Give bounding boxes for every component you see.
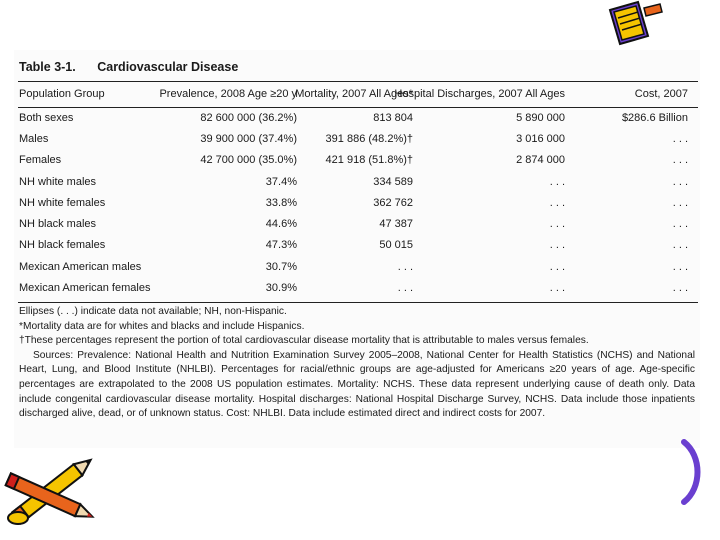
cell-mortality: 421 918 (51.8%)† (325, 154, 413, 166)
cell-prevalence: 82 600 000 (36.2%) (200, 112, 297, 124)
header-rule (18, 107, 698, 108)
cell-cost: $286.6 Billion (621, 112, 688, 124)
cell-discharges: 3 016 000 (516, 133, 565, 145)
cell-cost: . . . (672, 197, 688, 209)
cell-discharges: 5 890 000 (516, 112, 565, 124)
col-header-cost: Cost, 2007 (634, 88, 688, 100)
cell-prevalence: 42 700 000 (35.0%) (200, 154, 297, 166)
cell-discharges: . . . (549, 197, 565, 209)
cell-discharges: 2 874 000 (516, 154, 565, 166)
cell-group: NH white females (19, 197, 106, 209)
cell-discharges: . . . (549, 176, 565, 188)
cell-prevalence: 30.9% (265, 282, 297, 294)
note-mortality: *Mortality data are for whites and blacks and include Hispanics. (19, 320, 305, 332)
table-title: Cardiovascular Disease (97, 60, 239, 74)
cell-mortality: . . . (397, 261, 413, 273)
parenthesis-decoration-icon (676, 438, 706, 506)
table-row (14, 279, 700, 300)
cell-prevalence: 47.3% (265, 239, 297, 251)
cell-mortality: 334 589 (373, 176, 413, 188)
table-row (14, 130, 700, 151)
cell-discharges: . . . (549, 218, 565, 230)
bottom-rule (18, 302, 698, 303)
table-row (14, 258, 700, 279)
cell-group: NH black females (19, 239, 106, 251)
cell-prevalence: 39 900 000 (37.4%) (200, 133, 297, 145)
table-row (14, 236, 700, 257)
table-number: Table 3-1. (19, 60, 76, 74)
cell-cost: . . . (672, 176, 688, 188)
table-row (14, 173, 700, 194)
col-header-population-group: Population Group (19, 88, 105, 100)
cell-group: Both sexes (19, 112, 74, 124)
cell-cost: . . . (672, 218, 688, 230)
top-rule (18, 81, 698, 82)
cell-mortality: 362 762 (373, 197, 413, 209)
cell-group: Females (19, 154, 62, 166)
cell-cost: . . . (672, 154, 688, 166)
cell-cost: . . . (672, 239, 688, 251)
col-header-hospital-discharges: Hospital Discharges, 2007 All Ages (394, 88, 565, 100)
cell-cost: . . . (672, 282, 688, 294)
table-row (14, 109, 700, 130)
cell-mortality: 813 804 (373, 112, 413, 124)
cell-prevalence: 30.7% (265, 261, 297, 273)
cell-group: Mexican American males (19, 261, 142, 273)
table-notes (19, 305, 695, 422)
table-row (14, 151, 700, 172)
table-document (14, 50, 700, 448)
cell-discharges: . . . (549, 282, 565, 294)
cell-mortality: 47 387 (379, 218, 413, 230)
note-sources: Sources: Prevalence: National Health and Nutrition Examination Survey 2005–2008, National Center for Health Statistics (NCHS) and National Heart, Lung, and Blood Institute (NHLBI). Percentages for racial/ethnic groups are age-adjusted for Americans ≥20 years of age. Age-specific percentages are extrapolated to the 2008 US population estimates. Mortality: NCHS. These data represent underlying cause of death only. Data include congenital cardiovascular disease mortality. Hospital discharges: National Hospital Discharge Survey, NCHS. Data include those inpatients discharged alive, dead, or of unknown status. Cost: NHLBI. Data include estimated direct and indirect costs for 2007. (19, 349, 695, 420)
note-dagger: †These percentages represent the portion of total cardiovascular disease mortality that is attributable to males versus females. (19, 335, 589, 347)
cell-mortality: . . . (397, 282, 413, 294)
cell-group: Males (19, 133, 49, 145)
table-row (14, 194, 700, 215)
col-header-mortality: Mortality, 2007 All Ages* (295, 88, 413, 100)
cell-prevalence: 37.4% (265, 176, 297, 188)
note-ellipses: Ellipses (. . .) indicate data not available; NH, non-Hispanic. (19, 306, 287, 317)
cell-prevalence: 33.8% (265, 197, 297, 209)
cell-group: NH black males (19, 218, 97, 230)
pencils-clipart-icon (0, 440, 112, 534)
cell-discharges: . . . (549, 261, 565, 273)
cell-cost: . . . (672, 261, 688, 273)
table-row (14, 215, 700, 236)
cell-mortality: 50 015 (379, 239, 413, 251)
cell-prevalence: 44.6% (265, 218, 297, 230)
book-pencil-clipart-icon (604, 0, 664, 46)
cell-group: Mexican American females (19, 282, 151, 294)
cell-group: NH white males (19, 176, 97, 188)
cell-cost: . . . (672, 133, 688, 145)
table-heading (19, 60, 238, 74)
col-header-prevalence: Prevalence, 2008 Age ≥20 y (159, 88, 297, 100)
cell-mortality: 391 886 (48.2%)† (325, 133, 413, 145)
cell-discharges: . . . (549, 239, 565, 251)
